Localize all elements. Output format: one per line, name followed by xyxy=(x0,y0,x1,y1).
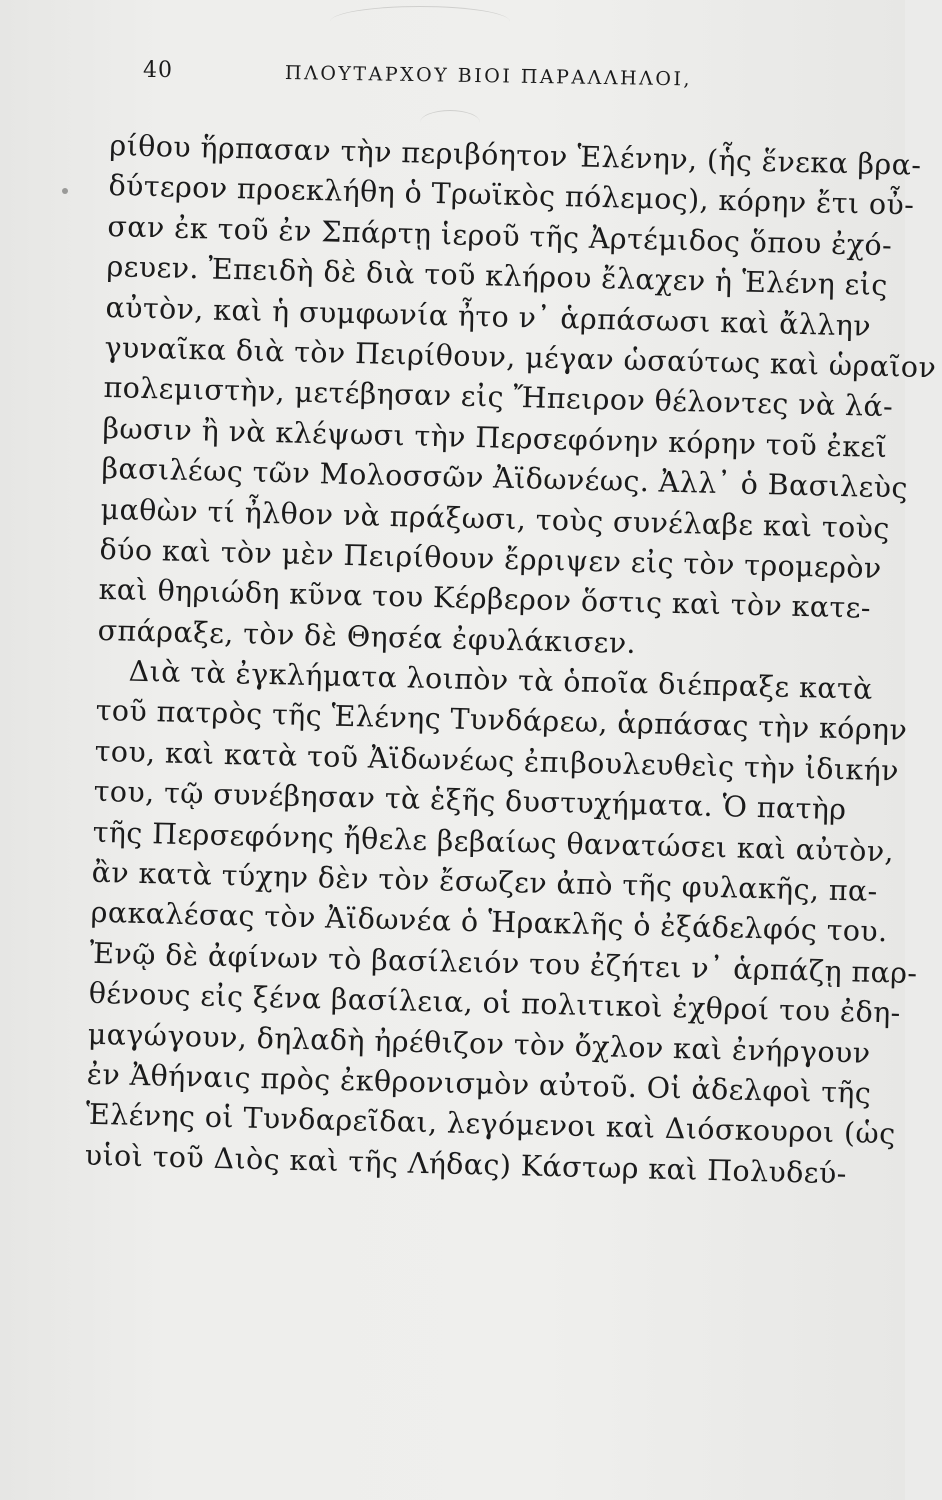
text-line: μαγώγουν, δηλαδὴ ἠρέθιζον τὸν ὄχλον καὶ ἐνήργουν xyxy=(87,1017,871,1070)
text-line: Ἑλένης οἱ Τυνδαρεῖδαι, λεγόμενοι καὶ Διόσκουροι (ὡς xyxy=(85,1098,896,1151)
text-line: ρίθου ἥρπασαν τὴν περιβόητον Ἑλένην, (ἧς ἕνεκα βρα- xyxy=(109,128,922,182)
text-line: δύο καὶ τὸν μὲν Πειρίθουν ἔρριψεν εἰς τὸν τρομερὸν xyxy=(99,532,883,585)
text-line: αὐτὸν, καὶ ἡ συμφωνία ἦτο ν᾽ ἁρπάσωσι καὶ ἄλλην xyxy=(105,290,872,343)
text-line: βασιλέως τῶν Μολοσσῶν Ἀϊδωνέως. Ἀλλ᾽ ὁ Βασιλεὺς xyxy=(101,452,909,505)
paper-mark xyxy=(420,110,480,135)
text-line: θένους εἰς ξένα βασίλεια, οἱ πολιτικοὶ ἐχθροί του ἐδη- xyxy=(88,976,902,1030)
running-header xyxy=(0,58,905,98)
text-line: ρευεν. Ἐπειδὴ δὲ διὰ τοῦ κλήρου ἔλαχεν ἡ Ἑλένη εἰς xyxy=(106,250,889,303)
text-line: σαν ἐκ τοῦ ἐν Σπάρτῃ ἱεροῦ τῆς Ἀρτέμιδος ὅπου ἐχό- xyxy=(107,209,893,262)
body-text xyxy=(84,126,937,1194)
text-line: πολεμιστὴν, μετέβησαν εἰς Ἤπειρον θέλοντες νὰ λά- xyxy=(103,371,894,424)
text-line: Ἐνῷ δὲ ἀφίνων τὸ βασίλειόν του ἐζήτει ν᾽ ἁρπάζῃ παρ- xyxy=(89,936,918,990)
paper-speck xyxy=(62,188,68,194)
text-line: δύτερον προεκλήθη ὁ Τρωϊκὸς πόλεμος), κόρην ἔτι οὖ- xyxy=(108,169,915,223)
text-line: τοῦ πατρὸς τῆς Ἑλένης Τυνδάρεω, ἁρπάσας τὴν κόρην xyxy=(95,694,908,748)
text-line: σπάραξε, τὸν δὲ Θησέα ἐφυλάκισεν. xyxy=(97,613,637,660)
text-line: ἂν κατὰ τύχην δὲν τὸν ἔσωζεν ἀπὸ τῆς φυλακῆς, πα- xyxy=(91,855,879,909)
running-title: ΠΛΟΥΤΑΡΧΟΥ ΒΙΟΙ ΠΑΡΑΛΛΗΛΟΙ, xyxy=(284,62,693,91)
text-line: βωσιν ἢ νὰ κλέψωσι τὴν Περσεφόνην κόρην τοῦ ἐκεῖ xyxy=(102,411,888,464)
text-line: ρακαλέσας τὸν Ἀϊδωνέα ὁ Ἡρακλῆς ὁ ἐξάδελφός του. xyxy=(90,896,888,949)
text-line: τῆς Περσεφόνης ἤθελε βεβαίως θανατώσει καὶ αὐτὸν, xyxy=(92,815,895,869)
page-number: 40 xyxy=(143,58,173,83)
text-line: υἱοὶ τοῦ Διὸς καὶ τῆς Λήδας) Κάστωρ καὶ Πολυδεύ- xyxy=(84,1138,848,1191)
text-line: ἐν Ἀθήναις πρὸς ἐκθρονισμὸν αὐτοῦ. Οἱ ἀδελφοὶ τῆς xyxy=(86,1057,872,1110)
text-line: καὶ θηριώδη κῦνα του Κέρβερον ὅστις καὶ τὸν κατε- xyxy=(98,573,872,626)
text-line: του, καὶ κατὰ τοῦ Ἀϊδωνέως ἐπιβουλευθεὶς τὴν ἰδικήν xyxy=(94,734,900,788)
paper-mark xyxy=(330,6,510,37)
text-line: του, τῷ συνέβησαν τὰ ἑξῆς δυστυχήματα. Ὁ πατὴρ xyxy=(93,775,847,827)
text-line: Διὰ τὰ ἐγκλήματα λοιπὸν τὰ ὁποῖα διέπραξε κατὰ xyxy=(128,654,874,706)
text-line: μαθὼν τί ἦλθον νὰ πράξωσι, τοὺς συνέλαβε καὶ τοὺς xyxy=(100,492,891,545)
text-line: γυναῖκα διὰ τὸν Πειρίθουν, μέγαν ὡσαύτως καὶ ὡραῖον xyxy=(104,330,937,385)
